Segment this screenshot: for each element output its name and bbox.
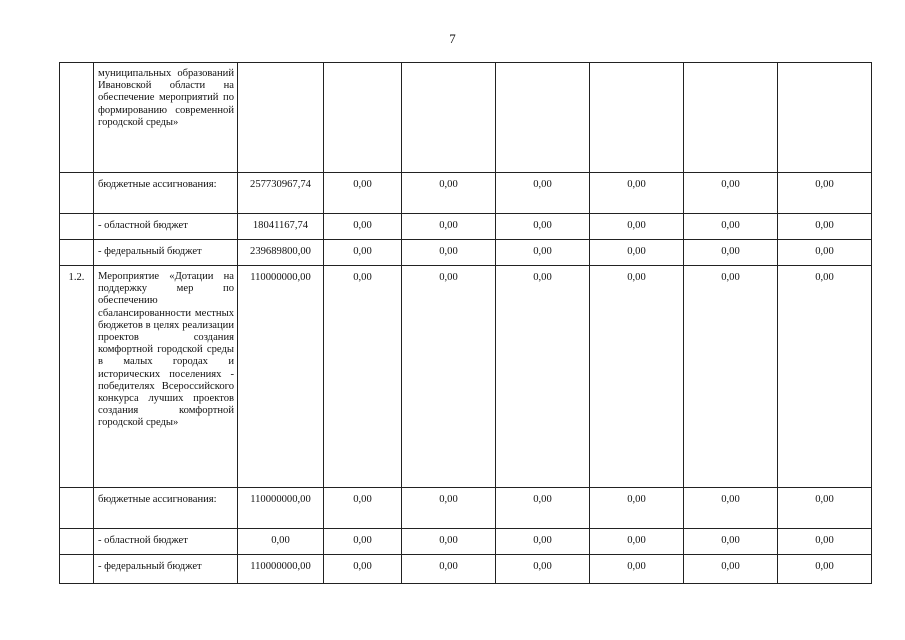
row-description: бюджетные ассигнования: <box>94 488 238 529</box>
value-cell: 0,00 <box>496 214 590 240</box>
value-cell: 0,00 <box>778 173 872 214</box>
value-cell: 0,00 <box>324 555 402 584</box>
value-cell: 0,00 <box>684 214 778 240</box>
value-cell: 0,00 <box>402 488 496 529</box>
row-number <box>60 488 94 529</box>
value-cell: 0,00 <box>684 555 778 584</box>
budget-table <box>59 62 872 584</box>
value-cell: 0,00 <box>684 240 778 266</box>
row-description: муниципальных образований Ивановской области на обеспечение мероприятий по формированию современной городской среды» <box>94 63 238 173</box>
row-description: - областной бюджет <box>94 529 238 555</box>
table-row <box>60 529 872 555</box>
value-cell: 0,00 <box>590 529 684 555</box>
value-cell: 0,00 <box>324 214 402 240</box>
value-cell: 0,00 <box>402 173 496 214</box>
value-cell: 0,00 <box>402 214 496 240</box>
row-number <box>60 529 94 555</box>
value-cell: 0,00 <box>402 529 496 555</box>
table-row <box>60 63 872 173</box>
value-cell: 0,00 <box>684 173 778 214</box>
value-cell: 0,00 <box>238 529 324 555</box>
value-cell: 0,00 <box>496 555 590 584</box>
value-cell: 0,00 <box>402 266 496 488</box>
row-description: бюджетные ассигнования: <box>94 173 238 214</box>
row-number <box>60 63 94 173</box>
value-cell: 0,00 <box>778 214 872 240</box>
value-cell: 257730967,74 <box>238 173 324 214</box>
value-cell: 0,00 <box>778 529 872 555</box>
page-number: 7 <box>449 31 456 46</box>
value-cell: 0,00 <box>778 488 872 529</box>
value-cell: 239689800,00 <box>238 240 324 266</box>
value-cell: 0,00 <box>402 555 496 584</box>
value-cell: 0,00 <box>590 240 684 266</box>
row-number <box>60 555 94 584</box>
value-cell: 0,00 <box>590 555 684 584</box>
value-cell: 0,00 <box>684 529 778 555</box>
table-row <box>60 173 872 214</box>
value-cell: 0,00 <box>496 266 590 488</box>
value-cell: 0,00 <box>496 488 590 529</box>
value-cell <box>238 63 324 173</box>
value-cell: 0,00 <box>324 529 402 555</box>
row-description: - областной бюджет <box>94 214 238 240</box>
row-number: 1.2. <box>60 266 94 488</box>
value-cell: 0,00 <box>496 240 590 266</box>
table-row <box>60 214 872 240</box>
value-cell: 0,00 <box>590 173 684 214</box>
table-row <box>60 555 872 584</box>
value-cell <box>402 63 496 173</box>
value-cell: 0,00 <box>684 488 778 529</box>
value-cell: 110000000,00 <box>238 266 324 488</box>
row-description: Мероприятие «Дотации на поддержку мер по обеспечению сбалансированности местных бюджетов в целях реализации проектов создания комфортной городской среды в малых городах и исторических поселениях - победителях Всероссийского конкурса лучших проектов создания комфортной городской среды» <box>94 266 238 488</box>
row-number <box>60 240 94 266</box>
value-cell <box>590 63 684 173</box>
table-row <box>60 240 872 266</box>
value-cell: 0,00 <box>778 266 872 488</box>
value-cell: 0,00 <box>590 266 684 488</box>
value-cell: 0,00 <box>324 240 402 266</box>
value-cell <box>496 63 590 173</box>
row-description: - федеральный бюджет <box>94 240 238 266</box>
value-cell <box>684 63 778 173</box>
value-cell: 0,00 <box>496 529 590 555</box>
value-cell: 0,00 <box>324 173 402 214</box>
row-description: - федеральный бюджет <box>94 555 238 584</box>
value-cell <box>324 63 402 173</box>
value-cell: 0,00 <box>324 488 402 529</box>
value-cell: 0,00 <box>684 266 778 488</box>
value-cell <box>778 63 872 173</box>
value-cell: 0,00 <box>496 173 590 214</box>
value-cell: 0,00 <box>324 266 402 488</box>
value-cell: 0,00 <box>778 240 872 266</box>
value-cell: 110000000,00 <box>238 488 324 529</box>
table-row <box>60 488 872 529</box>
value-cell: 0,00 <box>590 488 684 529</box>
value-cell: 110000000,00 <box>238 555 324 584</box>
row-number <box>60 214 94 240</box>
value-cell: 0,00 <box>590 214 684 240</box>
value-cell: 0,00 <box>778 555 872 584</box>
value-cell: 18041167,74 <box>238 214 324 240</box>
value-cell: 0,00 <box>402 240 496 266</box>
table-row <box>60 266 872 488</box>
row-number <box>60 173 94 214</box>
